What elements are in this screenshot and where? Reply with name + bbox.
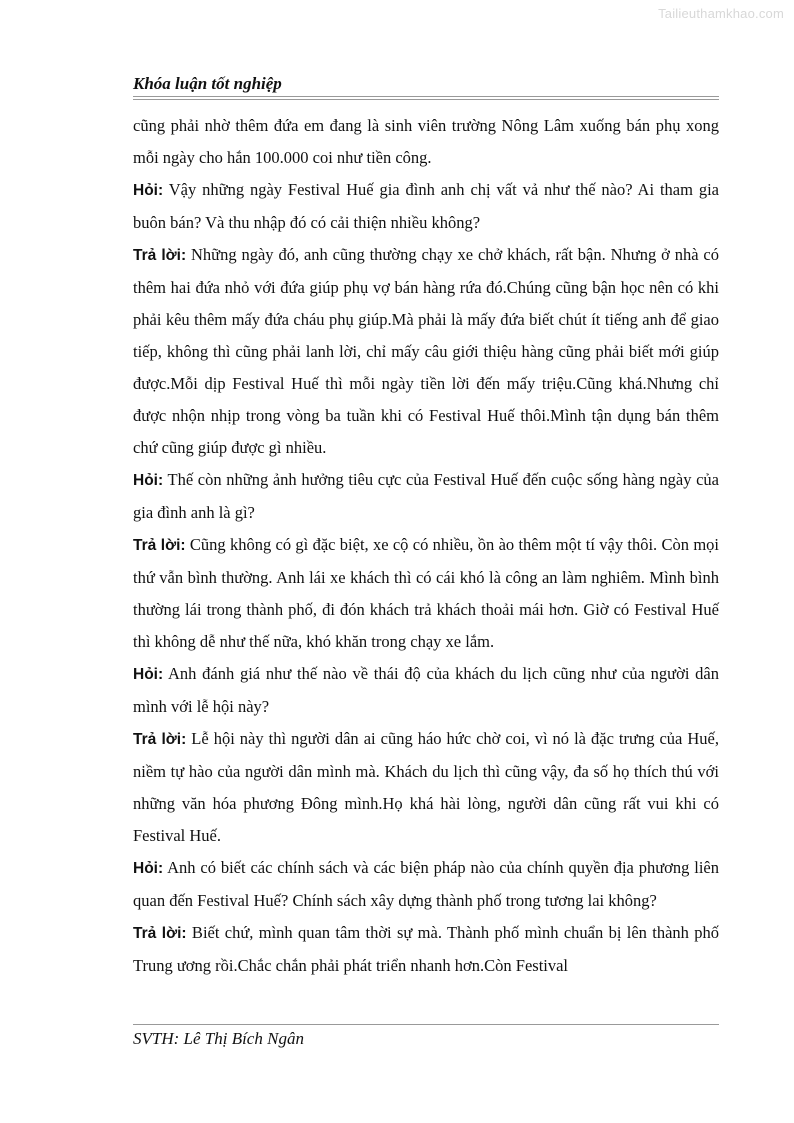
question-paragraph bbox=[133, 464, 719, 529]
document-body bbox=[133, 110, 719, 982]
question-paragraph bbox=[133, 852, 719, 917]
footer-rule bbox=[133, 1024, 719, 1025]
answer-text: Những ngày đó, anh cũng thường chạy xe chở khách, rất bận. Nhưng ở nhà có thêm hai đứa nhỏ với đứa giúp phụ vợ bán hàng rứa đó.Chúng cũng bận học nên có khi phải kêu thêm mấy đứa cháu phụ giúp.Mà phải là mấy đứa biết chút ít tiếng anh để giao tiếp, không thì cũng phải lanh lời, chỉ mấy câu giới thiệu hàng cũng phải biết mới giúp được.Mỗi dịp Festival Huế thì mỗi ngày tiền lời đến mấy triệu.Cũng khá.Nhưng chỉ được nhộn nhịp trong vòng ba tuần khi có Festival Huế thôi.Mình tận dụng bán thêm chứ cũng giúp được gì nhiều. bbox=[133, 245, 719, 457]
question-text: Anh có biết các chính sách và các biện pháp nào của chính quyền địa phương liên quan đến Festival Huế? Chính sách xây dựng thành phố trong tương lai không? bbox=[133, 858, 719, 910]
answer-paragraph bbox=[133, 917, 719, 982]
question-text: Anh đánh giá như thế nào về thái độ của khách du lịch cũng như của người dân mình với lễ hội này? bbox=[133, 664, 719, 716]
question-label: Hỏi: bbox=[133, 182, 164, 199]
answer-paragraph bbox=[133, 529, 719, 658]
question-text: Thế còn những ảnh hưởng tiêu cực của Festival Huế đến cuộc sống hàng ngày của gia đình anh là gì? bbox=[133, 470, 719, 522]
page-header-title: Khóa luận tốt nghiệp bbox=[133, 74, 282, 93]
answer-text: Biết chứ, mình quan tâm thời sự mà. Thành phố mình chuẩn bị lên thành phố Trung ương rồi.Chắc chắn phải phát triển nhanh hơn.Còn Festival bbox=[133, 923, 720, 975]
watermark: Tailieuthamkhao.com bbox=[658, 6, 784, 21]
answer-paragraph bbox=[133, 239, 719, 464]
header-rule-secondary bbox=[133, 99, 719, 100]
answer-text: Cũng không có gì đặc biệt, xe cộ có nhiều, ồn ào thêm một tí vậy thôi. Còn mọi thứ vẫn bình thường. Anh lái xe khách thì có cái khó là công an làm nghiêm. Mình bình thường lái trong thành phố, đi đón khách trả khách thoải mái hơn. Giờ có Festival Huế thì không dễ như thế nữa, khó khăn trong chạy xe lắm. bbox=[133, 535, 719, 651]
answer-paragraph bbox=[133, 723, 719, 852]
question-paragraph bbox=[133, 658, 719, 723]
footer-author: SVTH: Lê Thị Bích Ngân bbox=[133, 1029, 304, 1048]
answer-label: Trả lời: bbox=[133, 731, 187, 748]
answer-label: Trả lời: bbox=[133, 247, 187, 264]
question-label: Hỏi: bbox=[133, 472, 164, 489]
question-text: Vậy những ngày Festival Huế gia đình anh chị vất vả như thế nào? Ai tham gia buôn bán? Và thu nhập đó có cải thiện nhiều không? bbox=[133, 180, 719, 232]
answer-text: Lễ hội này thì người dân ai cũng háo hức chờ coi, vì nó là đặc trưng của Huế, niềm tự hào của người dân mình mà. Khách du lịch thì cũng vậy, đa số họ thích thú với những văn hóa phương Đông mình.Họ khá hài lòng, người dân cũng rất vui khi có Festival Huế. bbox=[133, 729, 719, 845]
question-label: Hỏi: bbox=[133, 860, 164, 877]
answer-label: Trả lời: bbox=[133, 537, 186, 554]
question-paragraph bbox=[133, 174, 719, 239]
question-label: Hỏi: bbox=[133, 666, 164, 683]
header-rule bbox=[133, 96, 719, 97]
answer-label: Trả lời: bbox=[133, 925, 187, 942]
intro-paragraph: cũng phải nhờ thêm đứa em đang là sinh viên trường Nông Lâm xuống bán phụ xong mỗi ngày cho hắn 100.000 coi như tiền công. bbox=[133, 116, 719, 167]
